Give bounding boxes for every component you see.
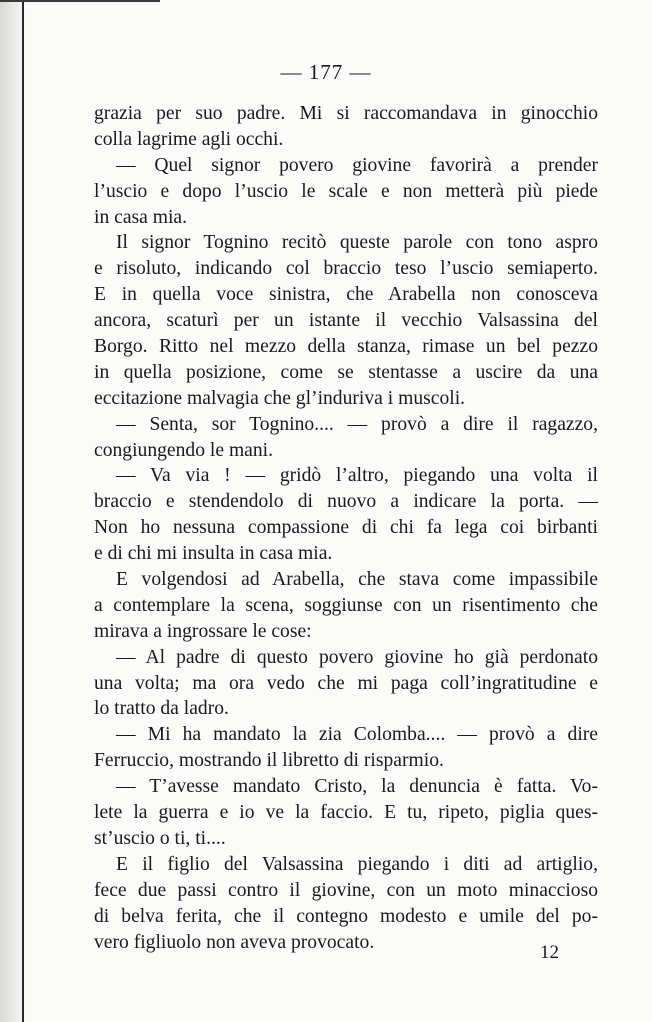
page-number: — 177 — xyxy=(280,60,372,84)
text-line: st’uscio o ti, ti.... xyxy=(94,827,226,849)
text-line: lo tratto da ladro. xyxy=(94,698,229,720)
text-line: di belva ferita, che il contegno modesto e umile del po- xyxy=(94,905,598,927)
text-line: in casa mia. xyxy=(94,206,188,228)
text-line: E in quella voce sinistra, che Arabella non conosceva xyxy=(94,284,598,306)
text-line: in quella posizione, come se stentasse a uscire da una xyxy=(94,361,598,383)
body-text xyxy=(94,101,598,955)
text-line: — Senta, sor Tognino.... — provò a dire il ragazzo, xyxy=(116,413,598,435)
text-line: colla lagrime agli occhi. xyxy=(94,128,284,150)
text-line: mirava a ingrossare le cose: xyxy=(94,620,312,642)
text-line: Borgo. Ritto nel mezzo della stanza, rimase un bel pezzo xyxy=(94,336,598,358)
signature-mark: 12 xyxy=(540,942,559,963)
text-line: e risoluto, indicando col braccio teso l’uscio semiaperto. xyxy=(94,258,598,280)
text-line: — Mi ha mandato la zia Colomba.... — provò a dire xyxy=(116,724,598,746)
text-line: eccitazione malvagia che gl’induriva i muscoli. xyxy=(94,387,466,409)
text-line: Non ho nessuna compassione di chi fa lega coi birbanti xyxy=(94,517,598,539)
text-line: braccio e stendendolo di nuovo a indicare la porta. — xyxy=(94,491,598,513)
text-line: fece due passi contro il giovine, con un moto minaccioso xyxy=(94,879,598,901)
text-line: — Va via ! — gridò l’altro, piegando una volta il xyxy=(116,465,598,487)
text-line: e di chi mi insulta in casa mia. xyxy=(94,543,333,565)
text-line: Ferruccio, mostrando il libretto di risparmio. xyxy=(94,750,444,772)
text-line: lete la guerra e io ve la faccio. E tu, ripeto, piglia ques- xyxy=(94,802,598,824)
text-line: — Al padre di questo povero giovine ho già perdonato xyxy=(116,646,598,668)
text-line: una volta; ma ora vedo che mi paga coll’ingratitudine e xyxy=(94,672,598,694)
page-edge-line xyxy=(22,0,24,1022)
text-line: grazia per suo padre. Mi si raccomandava in ginocchio xyxy=(94,103,598,124)
text-line: congiungendo le mani. xyxy=(94,439,274,461)
text-line: — T’avesse mandato Cristo, la denuncia è fatta. Vo- xyxy=(116,776,598,798)
text-line: E il figlio del Valsassina piegando i diti ad artiglio, xyxy=(116,853,598,875)
text-line: E volgendosi ad Arabella, che stava come impassibile xyxy=(116,569,598,591)
text-line: vero figliuolo non aveva provocato. xyxy=(94,931,375,953)
text-line: l’uscio e dopo l’uscio le scale e non metterà più piede xyxy=(94,180,598,202)
text-line: Il signor Tognino recitò queste parole con tono aspro xyxy=(116,232,598,254)
top-edge-line xyxy=(0,0,160,2)
text-line: ancora, scaturì per un istante il vecchio Valsassina del xyxy=(94,310,598,332)
text-line: — Quel signor povero giovine favorirà a prender xyxy=(116,154,598,176)
text-line: a contemplare la scena, soggiunse con un risentimento che xyxy=(94,594,598,616)
